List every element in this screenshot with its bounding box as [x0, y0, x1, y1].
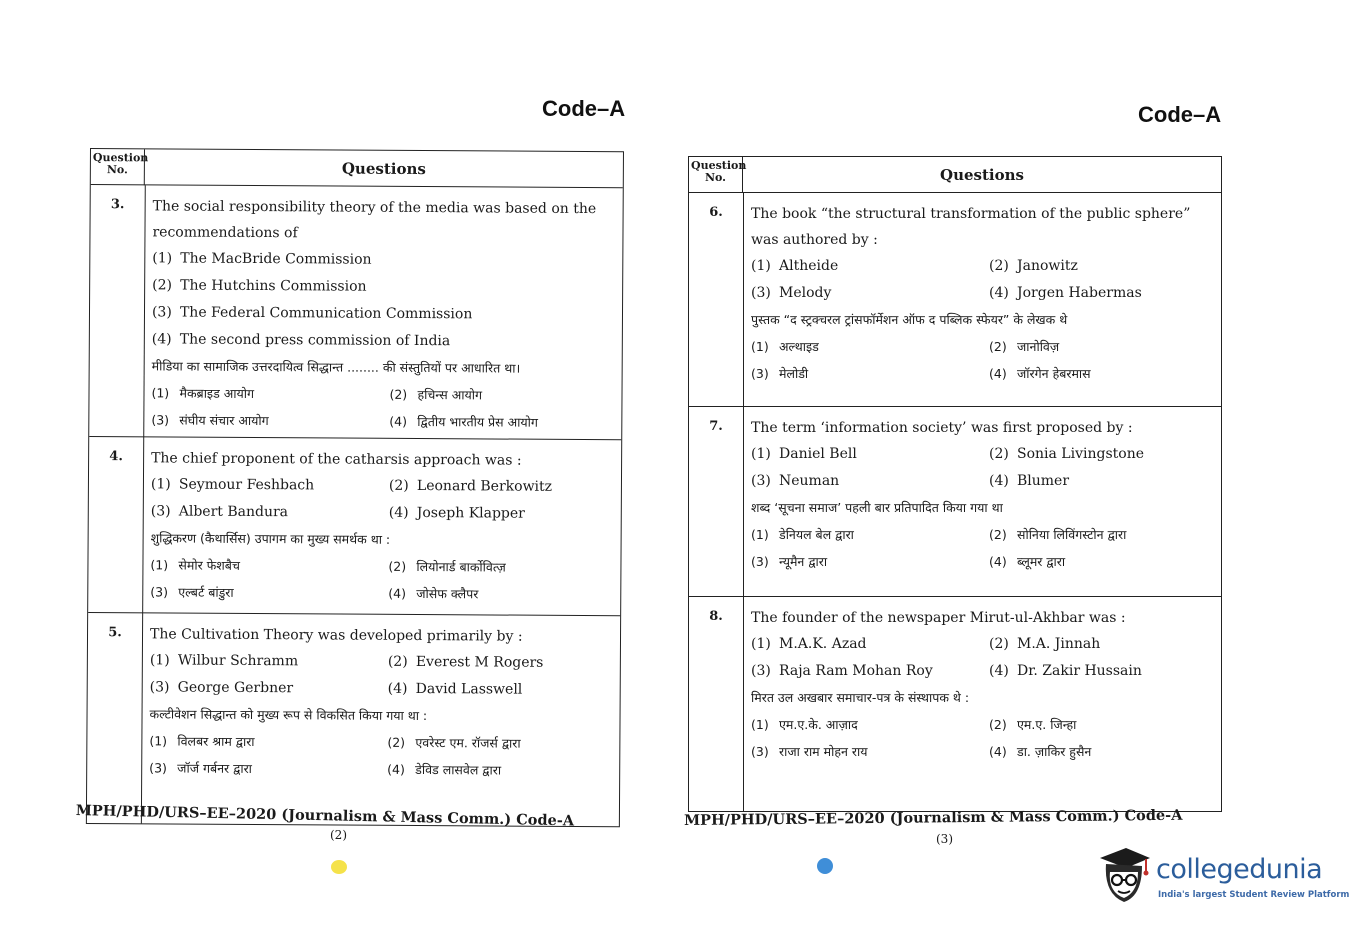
- option: (1) Daniel Bell: [751, 446, 857, 462]
- option-list: [151, 471, 617, 528]
- option-hindi: (2) एवरेस्ट एम. रॉजर्स द्वारा: [387, 734, 521, 751]
- question-number: 8.: [709, 609, 723, 624]
- option-hindi: (1) मैकब्राइड आयोग: [151, 385, 255, 402]
- page-footer: MPH/PHD/URS–EE–2020 (Journalism & Mass Comm.) Code-A: [684, 806, 1183, 829]
- option-hindi: (1) डेनियल बेल द्वारा: [751, 527, 854, 542]
- question-table: [86, 148, 624, 827]
- blue-mark: [817, 858, 833, 874]
- question-block: [689, 193, 1221, 407]
- questions-header: Questions: [940, 166, 1024, 184]
- option: (3) Albert Bandura: [150, 503, 289, 521]
- option-hindi: (3) संघीय संचार आयोग: [151, 412, 269, 429]
- option-list-hindi: [751, 521, 1217, 575]
- question-text: The book “the structural transformation of the public sphere” was authored by :: [751, 206, 1191, 248]
- question-body: [751, 415, 1217, 575]
- question-body: [751, 201, 1217, 387]
- option-hindi: (3) न्यूमैन द्वारा: [751, 554, 828, 569]
- question-text: The chief proponent of the catharsis approach was :: [151, 450, 522, 469]
- option-list-hindi: [150, 551, 616, 608]
- option-hindi: (2) जानोविज़: [989, 339, 1060, 354]
- brand-tagline: India's largest Student Review Platform: [1158, 890, 1350, 900]
- question-text-hindi: पुस्तक “द स्ट्रक्चरल ट्रांसफॉर्मेशन ऑफ द पब्लिक स्फेयर” के लेखक थे: [751, 312, 1068, 327]
- option-list-hindi: [751, 711, 1217, 765]
- question-block: [88, 437, 621, 616]
- option-hindi: (2) लियोनार्ड बार्कोवित्ज़: [388, 558, 506, 575]
- page-number: (2): [330, 828, 347, 842]
- option-hindi: (1) सेमोर फेशबैच: [150, 557, 240, 573]
- option: (2) Sonia Livingstone: [989, 446, 1144, 462]
- question-text-hindi: मीडिया का सामाजिक उत्तरदायित्व सिद्धान्त ........ की संस्तुतियों पर आधारित था।: [151, 358, 521, 376]
- option-list-hindi: [151, 379, 617, 436]
- option: (4) Blumer: [989, 473, 1070, 489]
- option-hindi: (4) जोसेफ क्लैपर: [388, 585, 479, 602]
- option: (3) Melody: [751, 285, 832, 301]
- option: (3) The Federal Communication Commission: [151, 304, 473, 323]
- option-hindi: (4) ब्लूमर द्वारा: [989, 554, 1066, 569]
- question-text-hindi: मिरत उल अखबार समाचार-पत्र के संस्थापक थे :: [751, 690, 970, 705]
- questions-header: Questions: [341, 159, 426, 179]
- question-body: [151, 193, 618, 436]
- question-text-hindi: शब्द ‘सूचना समाज’ पहली बार प्रतिपादित किया गया था: [751, 500, 1003, 515]
- option: (2) Janowitz: [989, 258, 1078, 274]
- table-header: [91, 149, 623, 188]
- option-list: [751, 253, 1217, 307]
- option: (3) Neuman: [751, 473, 840, 489]
- option-hindi: (1) अल्थाइड: [751, 339, 819, 354]
- question-text: The Cultivation Theory was developed primarily by :: [149, 626, 523, 645]
- question-table: [688, 156, 1222, 812]
- option: (1) M.A.K. Azad: [751, 636, 867, 652]
- option-list: [751, 631, 1217, 685]
- option: (4) Dr. Zakir Hussain: [989, 663, 1142, 679]
- question-block: [689, 597, 1221, 813]
- option-hindi: (4) डा. ज़ाकिर हुसैन: [989, 744, 1092, 759]
- code-label: Code–A: [542, 96, 626, 121]
- option: (4) Jorgen Habermas: [989, 285, 1142, 301]
- question-body: [149, 621, 616, 784]
- option-hindi: (2) हचिन्स आयोग: [389, 386, 483, 403]
- question-block: [89, 185, 623, 440]
- question-body: [150, 445, 617, 608]
- question-block: [87, 613, 620, 828]
- question-text: The social responsibility theory of the media was based on the recommendations of: [152, 198, 597, 242]
- yellow-mark: [331, 860, 347, 874]
- option-list: [751, 441, 1217, 495]
- code-label: Code–A: [1138, 102, 1222, 127]
- option: (2) M.A. Jinnah: [989, 636, 1101, 652]
- option-hindi: (3) एल्बर्ट बांडुरा: [150, 584, 234, 600]
- option: (2) Leonard Berkowitz: [388, 477, 553, 495]
- question-number: 6.: [709, 205, 723, 220]
- option: (3) Raja Ram Mohan Roy: [751, 663, 933, 679]
- option: (3) George Gerbner: [149, 679, 294, 697]
- option-hindi: (3) मेलोडी: [751, 366, 809, 381]
- option-hindi: (1) एम.ए.के. आज़ाद: [751, 717, 858, 732]
- question-text: The founder of the newspaper Mirut-ul-Akhbar was :: [751, 610, 1126, 626]
- question-number: 4.: [109, 449, 123, 465]
- option: (1) Altheide: [751, 258, 839, 274]
- option-list: [150, 647, 616, 704]
- question-body: [751, 605, 1217, 765]
- option-hindi: (4) द्वितीय भारतीय प्रेस आयोग: [389, 413, 538, 430]
- page-number: (3): [936, 832, 953, 846]
- option-hindi: (1) विलबर श्राम द्वारा: [149, 733, 255, 750]
- option-hindi: (3) जॉर्ज गर्बनर द्वारा: [149, 760, 253, 777]
- graduate-face-icon: [1096, 842, 1152, 908]
- brand-watermark: [1096, 842, 1350, 912]
- option-list-hindi: [149, 727, 615, 784]
- option-hindi: (2) सोनिया लिविंगस्टोन द्वारा: [989, 527, 1127, 542]
- question-number: 5.: [108, 625, 122, 641]
- option: (2) Everest M Rogers: [387, 653, 544, 671]
- option-hindi: (2) एम.ए. जिन्हा: [989, 717, 1077, 732]
- option: (4) The second press commission of India: [151, 331, 451, 350]
- question-number: 3.: [110, 197, 125, 213]
- option: (1) Seymour Feshbach: [150, 476, 315, 494]
- option-hindi: (3) राजा राम मोहन राय: [751, 744, 868, 759]
- option: (1) Wilbur Schramm: [149, 652, 299, 670]
- table-header: [689, 157, 1221, 193]
- option: (2) The Hutchins Commission: [152, 277, 367, 295]
- left-page: [0, 0, 660, 948]
- question-no-header: Question No.: [91, 149, 145, 185]
- option-list-hindi: [751, 333, 1217, 387]
- option-list: [152, 245, 619, 356]
- option-hindi: (4) जॉरगेन हेबरमास: [989, 366, 1091, 381]
- question-text-hindi: शुद्धिकरण (कैथार्सिस) उपागम का मुख्य समर्थक था :: [150, 530, 391, 547]
- question-block: [689, 407, 1221, 597]
- question-text-hindi: कल्टीवेशन सिद्धान्त को मुख्य रूप से विकसित किया गया था :: [149, 706, 428, 724]
- option: (1) The MacBride Commission: [152, 250, 372, 268]
- question-no-header: Question No.: [689, 157, 743, 193]
- brand-name: collegedunia: [1156, 854, 1323, 885]
- page-footer: MPH/PHD/URS–EE–2020 (Journalism & Mass Comm.) Code-A: [75, 802, 575, 830]
- question-number: 7.: [709, 419, 723, 434]
- right-page: [670, 0, 1356, 948]
- question-text: The term ‘information society’ was first proposed by :: [751, 420, 1133, 436]
- option-hindi: (4) डेविड लासवेल द्वारा: [387, 761, 502, 778]
- option: (4) Joseph Klapper: [388, 504, 525, 522]
- option: (4) David Lasswell: [387, 680, 523, 698]
